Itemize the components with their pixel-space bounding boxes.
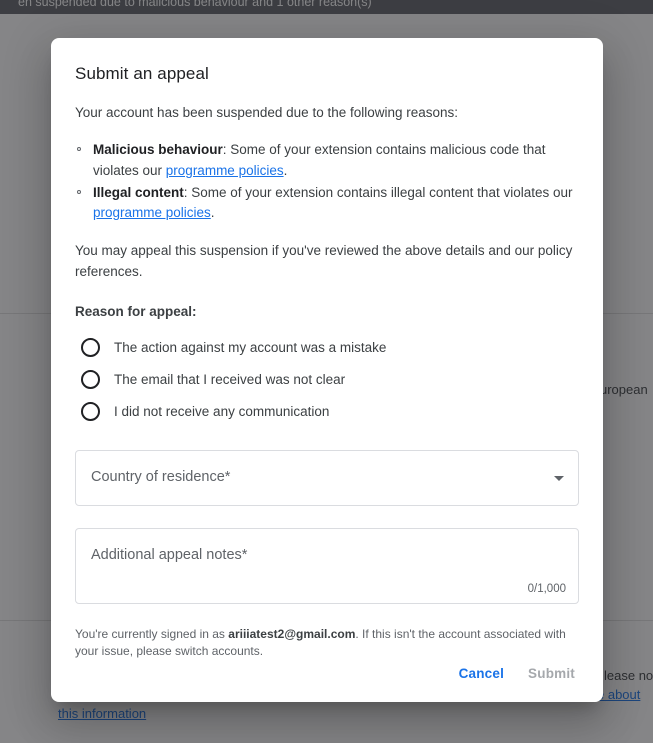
dialog-intro-text: Your account has been suspended due to the following reasons: (75, 105, 459, 120)
radio-option-label: I did not receive any communication (114, 404, 330, 420)
radio-option-mistake[interactable] (75, 332, 579, 364)
reason-for-appeal-label: Reason for appeal: (75, 303, 197, 319)
signed-in-account-text (75, 626, 579, 661)
radio-option-label: The action against my account was a mistake (114, 340, 387, 356)
appeal-reason-radio-group (75, 332, 579, 428)
reason-text-before: : Some of your extension contains illegal content that violates our (183, 184, 573, 200)
radio-option-no-communication[interactable] (75, 396, 579, 428)
radio-option-email-not-clear[interactable] (75, 364, 579, 396)
suspension-reason-list (75, 140, 579, 223)
country-of-residence-select[interactable] (75, 450, 579, 506)
submit-button[interactable]: Submit (516, 657, 587, 690)
chevron-down-icon (554, 476, 564, 481)
cancel-button[interactable]: Cancel (447, 657, 516, 690)
reason-text-after: . (210, 205, 215, 220)
additional-appeal-notes-input[interactable] (75, 528, 579, 604)
list-item (75, 183, 579, 224)
radio-icon (81, 370, 100, 389)
dialog-actions (447, 657, 587, 690)
list-item (75, 140, 579, 181)
radio-icon (81, 338, 100, 357)
reason-text-before: : Some of your extension contains malicious code that violates our (93, 142, 546, 178)
radio-icon (81, 402, 100, 421)
account-email: ariiiatest2@gmail.com (228, 626, 356, 641)
character-counter: 0/1,000 (527, 582, 566, 595)
radio-option-label: The email that I received was not clear (114, 372, 346, 388)
reason-title: Malicious behaviour (93, 142, 223, 158)
country-select-placeholder: Country of residence* (91, 468, 231, 485)
notes-placeholder: Additional appeal notes* (91, 546, 248, 563)
appeal-dialog (51, 38, 603, 702)
account-prefix: You're currently signed in as (75, 626, 229, 641)
appeal-eligibility-text: You may appeal this suspension if you've reviewed the above details and our policy references. (75, 243, 573, 279)
reason-title: Illegal content (93, 184, 184, 200)
dialog-body (51, 103, 603, 661)
dialog-title: Submit an appeal (75, 64, 209, 83)
account-suffix: . If this isn't the account associated with your issue, please switch accounts. (75, 626, 566, 659)
programme-policies-link[interactable]: programme policies (93, 205, 211, 220)
programme-policies-link[interactable]: programme policies (165, 162, 284, 178)
reason-text-after: . (283, 162, 288, 178)
